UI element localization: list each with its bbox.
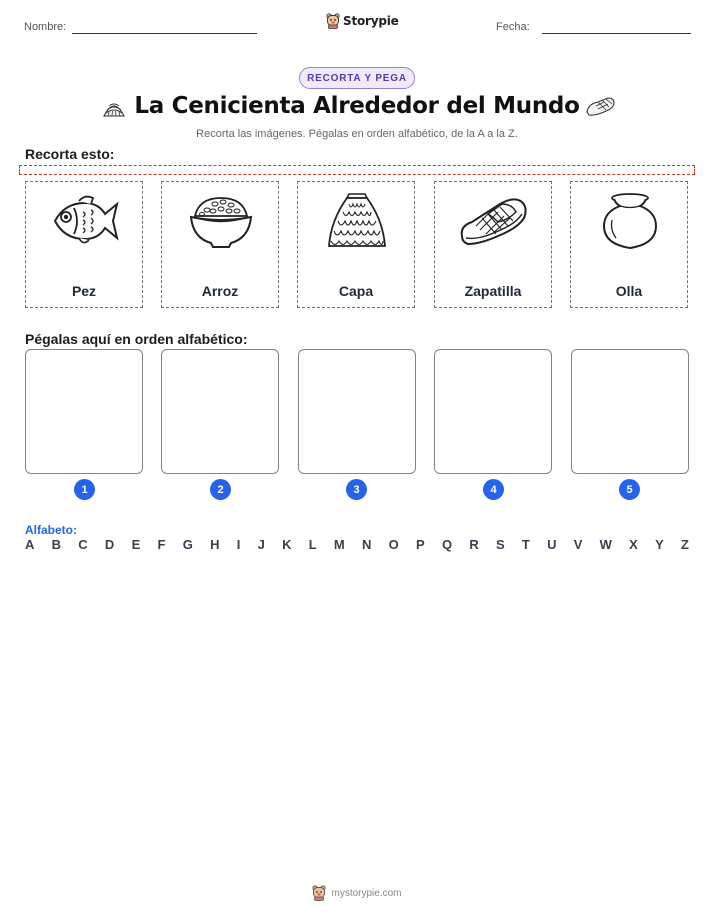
brand-name: Storypie bbox=[343, 14, 399, 28]
alphabet-letter: C bbox=[78, 537, 88, 552]
alphabet-letter: J bbox=[257, 537, 265, 552]
pot-icon bbox=[594, 190, 666, 252]
alphabet-letter: T bbox=[521, 537, 530, 552]
alphabet-letter: O bbox=[388, 537, 399, 552]
bear-mascot-icon bbox=[326, 13, 340, 29]
date-label: Fecha: bbox=[496, 21, 530, 33]
alphabet-letter: I bbox=[236, 537, 241, 552]
card-label: Capa bbox=[338, 283, 374, 299]
alphabet-letter: U bbox=[547, 537, 557, 552]
alphabet-letter: S bbox=[495, 537, 505, 552]
footer bbox=[0, 885, 714, 901]
name-line[interactable] bbox=[72, 33, 257, 34]
paste-box-4[interactable] bbox=[434, 349, 552, 474]
alphabet-letter: V bbox=[573, 537, 583, 552]
cut-card-slipper[interactable] bbox=[434, 181, 552, 308]
paste-box-2[interactable] bbox=[161, 349, 279, 474]
name-label: Nombre: bbox=[24, 21, 67, 33]
alphabet-letter: Q bbox=[441, 537, 453, 552]
card-label: Olla bbox=[615, 283, 643, 299]
alphabet-letter: Z bbox=[681, 537, 689, 552]
cut-line bbox=[19, 165, 695, 175]
alphabet-heading: Alfabeto: bbox=[25, 523, 77, 537]
slipper-icon bbox=[458, 190, 530, 252]
cut-card-rice[interactable] bbox=[161, 181, 279, 308]
alphabet-letter: X bbox=[629, 537, 638, 552]
alphabet-letter: E bbox=[131, 537, 141, 552]
card-label: Pez bbox=[71, 283, 97, 299]
storypie-logo bbox=[326, 13, 399, 29]
paste-box-1[interactable] bbox=[25, 349, 143, 474]
page-title: La Cenicienta Alrededor del Mundo bbox=[134, 93, 580, 119]
alphabet-letter: P bbox=[416, 537, 425, 552]
cut-card-cape[interactable] bbox=[297, 181, 415, 308]
rice-bowl-icon bbox=[185, 190, 257, 252]
cut-and-paste-badge: RECORTA Y PEGA bbox=[299, 67, 415, 89]
alphabet-letter: F bbox=[157, 537, 166, 552]
cut-card-pot[interactable] bbox=[570, 181, 688, 308]
alphabet-letter: K bbox=[282, 537, 292, 552]
cut-card-fish[interactable] bbox=[25, 181, 143, 308]
slipper-icon bbox=[584, 94, 616, 120]
slot-number: 3 bbox=[346, 479, 367, 500]
slot-number: 2 bbox=[210, 479, 231, 500]
alphabet-letter: L bbox=[308, 537, 317, 552]
alphabet-letter: G bbox=[182, 537, 193, 552]
slot-number: 5 bbox=[619, 479, 640, 500]
paste-box-5[interactable] bbox=[571, 349, 689, 474]
slot-number: 4 bbox=[483, 479, 504, 500]
alphabet-letter: M bbox=[333, 537, 345, 552]
date-line[interactable] bbox=[542, 33, 691, 34]
alphabet-row bbox=[25, 537, 689, 552]
paste-box-3[interactable] bbox=[298, 349, 416, 474]
alphabet-letter: W bbox=[599, 537, 612, 552]
instructions: Recorta las imágenes. Pégalas en orden alfabético, de la A a la Z. bbox=[196, 128, 518, 140]
alphabet-letter: R bbox=[469, 537, 479, 552]
footer-site[interactable]: mystorypie.com bbox=[331, 887, 402, 899]
slot-number: 1 bbox=[74, 479, 95, 500]
alphabet-letter: Y bbox=[655, 537, 664, 552]
alphabet-letter: A bbox=[25, 537, 35, 552]
feather-cape-icon bbox=[321, 190, 393, 252]
alphabet-letter: N bbox=[362, 537, 372, 552]
bear-mascot-icon bbox=[312, 885, 326, 901]
alphabet-letter: B bbox=[51, 537, 62, 552]
paste-section-heading: Pégalas aquí en orden alfabético: bbox=[25, 331, 248, 347]
fish-icon bbox=[49, 190, 121, 252]
alphabet-letter: H bbox=[210, 537, 220, 552]
cut-section-heading: Recorta esto: bbox=[25, 146, 115, 162]
card-label: Zapatilla bbox=[464, 283, 522, 299]
alphabet-letter: D bbox=[104, 537, 115, 552]
card-label: Arroz bbox=[201, 283, 239, 299]
